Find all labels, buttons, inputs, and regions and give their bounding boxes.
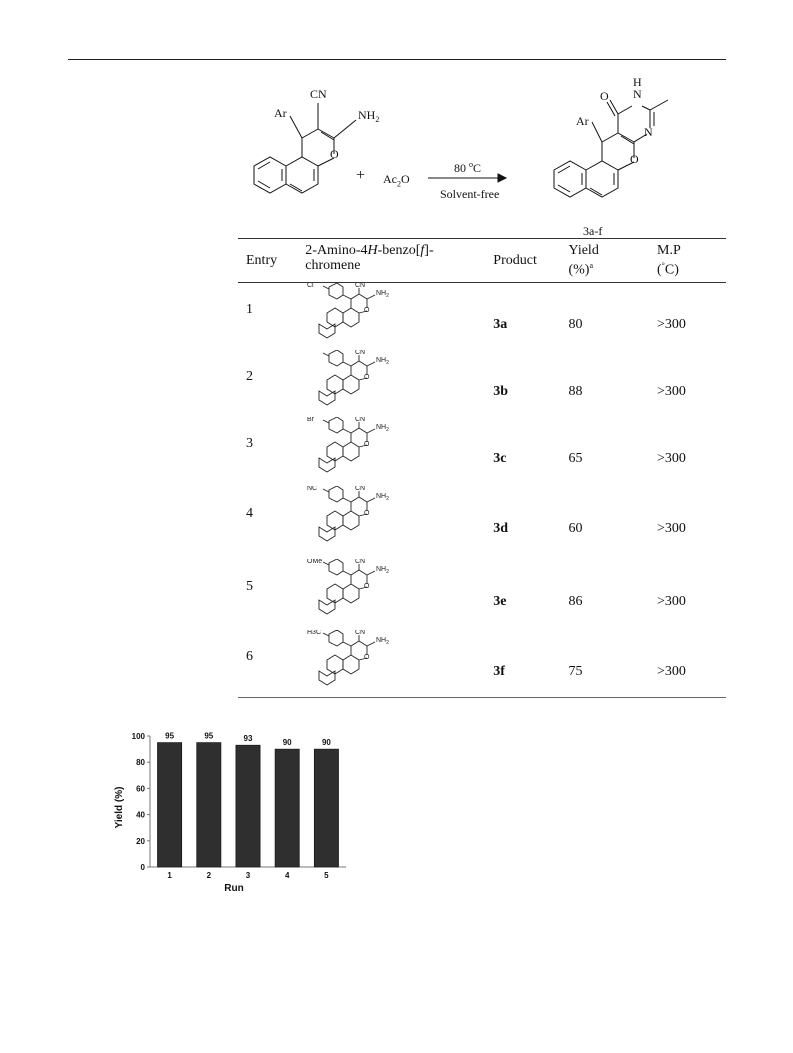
- header-product: Product: [493, 239, 568, 283]
- bar: [157, 743, 181, 867]
- y-tick-label: 40: [136, 810, 145, 820]
- struct-cn-label: CN: [355, 559, 366, 566]
- header-chromene: 2-Amino-4H-benzo[f]- chromene: [305, 239, 493, 283]
- struct-substituent-label: NC: [307, 486, 318, 493]
- structure-cell: [305, 350, 493, 417]
- reactant-o-label: O: [330, 147, 339, 161]
- x-tick-label: 5: [324, 871, 329, 880]
- bar-chart-svg: [108, 722, 358, 902]
- chromene-structure-drawing: [305, 283, 415, 345]
- reagent-ac2o: $Ac_2O$: [383, 172, 410, 189]
- chromene-structure-drawing: [305, 417, 415, 479]
- entry-cell: 4: [246, 505, 253, 521]
- yield-cell: 88: [568, 384, 583, 400]
- entry-cell: 3: [246, 436, 253, 452]
- y-tick-label: 0: [140, 863, 145, 872]
- struct-nh2-label: $NH_2$: [376, 566, 390, 576]
- top-rule: [68, 59, 726, 60]
- condition-temperature: 80 $^o$C: [454, 160, 482, 175]
- struct-nh2-label: $NH_2$: [376, 356, 390, 366]
- table-row: [238, 350, 726, 417]
- product-cell: 3a: [493, 317, 508, 333]
- mp-cell: >300: [657, 630, 726, 698]
- struct-cn-label: CN: [355, 349, 366, 356]
- struct-o-label: O: [364, 583, 370, 591]
- product-cell: 3b: [493, 384, 509, 400]
- y-tick-label: 20: [136, 836, 145, 846]
- entry-cell: 1: [246, 302, 253, 318]
- bar: [236, 745, 260, 867]
- struct-substituent-label: OMe: [307, 559, 323, 566]
- reactant-nh2-label: $NH_2$: [358, 108, 380, 124]
- chromene-structure-drawing: [305, 486, 415, 548]
- product-carbonyl-o-label: O: [600, 89, 609, 103]
- structure-cell: [305, 417, 493, 484]
- product-cell: 3d: [493, 520, 509, 536]
- yield-cell: 65: [568, 451, 583, 467]
- header-yield: Yield (%)$^a$: [568, 239, 657, 283]
- results-table: [238, 238, 726, 698]
- mp-cell: >300: [657, 384, 686, 400]
- struct-cn-label: CN: [355, 629, 366, 636]
- table-row: [238, 282, 726, 350]
- yield-cell: 86: [568, 593, 583, 609]
- bar-value-label: 90: [321, 738, 331, 748]
- structure-cell: [305, 630, 493, 698]
- table-row: [238, 417, 726, 484]
- y-tick-label: 100: [131, 732, 145, 741]
- bar: [275, 749, 299, 867]
- product-h-label: H: [633, 75, 642, 89]
- table-header-row: [238, 239, 726, 283]
- struct-substituent-label: Cl: [307, 282, 314, 289]
- product-n-top-label: N: [633, 87, 642, 101]
- yield-cell: 60: [568, 520, 583, 536]
- bar-value-label: 95: [165, 731, 175, 741]
- struct-nh2-label: $NH_2$: [376, 493, 390, 503]
- struct-o-label: O: [364, 440, 370, 448]
- header-mp: M.P (°C): [657, 239, 726, 283]
- chromene-structure-drawing: [305, 350, 415, 412]
- struct-o-label: O: [364, 306, 370, 314]
- product-id-label: 3a-f: [583, 224, 603, 238]
- header-entry: Entry: [238, 239, 305, 283]
- x-tick-label: 1: [167, 871, 172, 880]
- yield-cell: 75: [568, 630, 657, 698]
- product-cell: 3e: [493, 593, 507, 609]
- struct-cn-label: CN: [355, 282, 366, 289]
- struct-o-label: O: [364, 653, 370, 661]
- bar-value-label: 93: [243, 734, 253, 744]
- structure-cell: [305, 282, 493, 350]
- struct-cn-label: CN: [355, 416, 366, 423]
- struct-o-label: O: [364, 510, 370, 518]
- x-tick-label: 3: [245, 871, 251, 880]
- struct-o-label: O: [364, 373, 370, 381]
- entry-cell: 5: [246, 578, 253, 594]
- struct-substituent-label: H3C: [307, 629, 322, 636]
- bar: [197, 743, 221, 867]
- entry-cell: 6: [238, 630, 305, 698]
- table-row: [238, 484, 726, 556]
- condition-solvent: Solvent-free: [440, 187, 500, 201]
- struct-substituent-label: Br: [307, 416, 315, 423]
- mp-cell: >300: [657, 451, 686, 467]
- product-cell: 3f: [493, 630, 568, 698]
- mp-cell: >300: [657, 520, 686, 536]
- product-o-ring-label: O: [630, 152, 639, 166]
- struct-nh2-label: $NH_2$: [376, 289, 390, 299]
- x-tick-label: 2: [206, 871, 212, 880]
- struct-nh2-label: $NH_2$: [376, 423, 390, 433]
- y-axis-title: Yield (%): [114, 786, 125, 829]
- plus-sign: +: [356, 167, 366, 184]
- x-tick-label: 4: [284, 871, 290, 880]
- table-row: [238, 556, 726, 630]
- table-row: [238, 630, 726, 698]
- structure-cell: [305, 484, 493, 556]
- bar-value-label: 90: [282, 738, 292, 748]
- bar: [314, 749, 338, 867]
- product-ar-label: Ar: [576, 114, 589, 128]
- struct-cn-label: CN: [355, 486, 366, 493]
- recyclability-chart: [108, 722, 358, 902]
- entry-cell: 2: [246, 369, 253, 385]
- y-tick-label: 80: [136, 758, 145, 768]
- reactant-ar-label: Ar: [274, 106, 287, 120]
- mp-cell: >300: [657, 593, 686, 609]
- reactant-cn-label: CN: [310, 87, 327, 101]
- reaction-scheme: [236, 70, 726, 240]
- y-tick-label: 60: [136, 784, 145, 794]
- structure-cell: [305, 556, 493, 630]
- yield-cell: 80: [568, 317, 583, 333]
- struct-nh2-label: $NH_2$: [376, 636, 390, 646]
- reaction-scheme-drawing: [236, 70, 726, 240]
- x-axis-title: Run: [224, 883, 244, 894]
- product-n-label: N: [644, 125, 653, 139]
- product-cell: 3c: [493, 451, 507, 467]
- bar-value-label: 95: [204, 731, 214, 741]
- mp-cell: >300: [657, 317, 686, 333]
- chromene-structure-drawing: [305, 630, 415, 692]
- chromene-structure-drawing: [305, 559, 415, 621]
